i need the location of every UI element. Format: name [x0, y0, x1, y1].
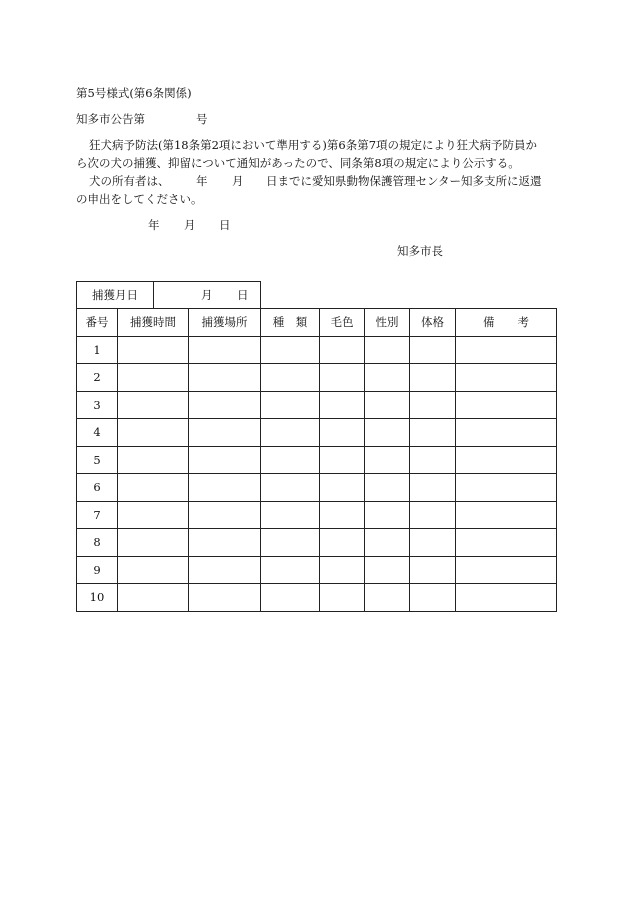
- cell-coat-color: [320, 446, 365, 474]
- cell-sex: [365, 391, 410, 419]
- cell-capture-place: [189, 584, 261, 612]
- cell-capture-time: [118, 529, 189, 557]
- body-paragraph-1-line-2: ら次の犬の捕獲、抑留について通知があったので、同条第8項の規定により公示する。: [76, 156, 520, 170]
- date-year: 年: [148, 218, 160, 232]
- cell-coat-color: [320, 584, 365, 612]
- row-number: 1: [77, 336, 118, 364]
- table-row: [77, 501, 557, 529]
- header-capture-time: 捕獲時間: [118, 309, 189, 337]
- body-paragraph-2-month: 月: [232, 174, 244, 188]
- cell-capture-time: [118, 556, 189, 584]
- capture-date-month: 月: [201, 288, 213, 302]
- cell-capture-place: [189, 391, 261, 419]
- table-header-row: [77, 309, 557, 337]
- header-coat-color: 毛色: [320, 309, 365, 337]
- cell-sex: [365, 446, 410, 474]
- cell-capture-time: [118, 446, 189, 474]
- cell-remarks: [456, 419, 557, 447]
- row-number: 9: [77, 556, 118, 584]
- cell-remarks: [456, 364, 557, 392]
- cell-build: [410, 391, 456, 419]
- header-sex: 性別: [365, 309, 410, 337]
- cell-remarks: [456, 474, 557, 502]
- capture-date-value: [154, 282, 261, 309]
- cell-remarks: [456, 584, 557, 612]
- capture-date-day: 日: [237, 288, 249, 302]
- cell-coat-color: [320, 419, 365, 447]
- header-capture-place: 捕獲場所: [189, 309, 261, 337]
- table-row: [77, 336, 557, 364]
- cell-coat-color: [320, 529, 365, 557]
- cell-build: [410, 584, 456, 612]
- cell-build: [410, 419, 456, 447]
- cell-coat-color: [320, 501, 365, 529]
- table-row: [77, 529, 557, 557]
- cell-capture-place: [189, 474, 261, 502]
- capture-table: [76, 308, 557, 612]
- table-row: [77, 474, 557, 502]
- cell-build: [410, 474, 456, 502]
- cell-build: [410, 529, 456, 557]
- table-row: [77, 584, 557, 612]
- cell-capture-time: [118, 501, 189, 529]
- cell-build: [410, 501, 456, 529]
- cell-capture-time: [118, 391, 189, 419]
- capture-date-label: 捕獲月日: [77, 282, 154, 309]
- cell-breed: [261, 364, 320, 392]
- notice-suffix: 号: [196, 112, 208, 126]
- cell-capture-time: [118, 364, 189, 392]
- cell-breed: [261, 584, 320, 612]
- cell-build: [410, 556, 456, 584]
- cell-capture-time: [118, 419, 189, 447]
- cell-sex: [365, 364, 410, 392]
- row-number: 8: [77, 529, 118, 557]
- row-number: 3: [77, 391, 118, 419]
- cell-breed: [261, 336, 320, 364]
- cell-capture-place: [189, 556, 261, 584]
- cell-remarks: [456, 391, 557, 419]
- cell-sex: [365, 474, 410, 502]
- cell-coat-color: [320, 391, 365, 419]
- cell-capture-place: [189, 336, 261, 364]
- cell-remarks: [456, 336, 557, 364]
- cell-sex: [365, 556, 410, 584]
- cell-remarks: [456, 501, 557, 529]
- cell-sex: [365, 529, 410, 557]
- body-paragraph-2-start: 犬の所有者は、: [89, 174, 170, 188]
- cell-remarks: [456, 529, 557, 557]
- table-row: [77, 364, 557, 392]
- body-paragraph-2-line-2: の申出をしてください。: [76, 192, 203, 206]
- table-row: [77, 391, 557, 419]
- cell-coat-color: [320, 336, 365, 364]
- cell-breed: [261, 391, 320, 419]
- cell-capture-time: [118, 584, 189, 612]
- table-row: [77, 556, 557, 584]
- cell-coat-color: [320, 364, 365, 392]
- signature: 知多市長: [397, 244, 443, 258]
- cell-breed: [261, 419, 320, 447]
- cell-breed: [261, 501, 320, 529]
- cell-build: [410, 336, 456, 364]
- cell-sex: [365, 336, 410, 364]
- cell-capture-time: [118, 336, 189, 364]
- row-number: 5: [77, 446, 118, 474]
- date-day: 日: [219, 218, 231, 232]
- body-paragraph-2-year: 年: [196, 174, 208, 188]
- row-number: 7: [77, 501, 118, 529]
- form-number: 第5号様式(第6条関係): [76, 86, 192, 100]
- cell-coat-color: [320, 556, 365, 584]
- cell-sex: [365, 584, 410, 612]
- table-row: [77, 419, 557, 447]
- cell-build: [410, 364, 456, 392]
- header-number: 番号: [77, 309, 118, 337]
- cell-remarks: [456, 556, 557, 584]
- cell-capture-time: [118, 474, 189, 502]
- row-number: 10: [77, 584, 118, 612]
- capture-date-box: [76, 281, 261, 309]
- body-paragraph-1-line-1: 狂犬病予防法(第18条第2項において準用する)第6条第7項の規定により狂犬病予防員か: [89, 138, 538, 152]
- cell-breed: [261, 446, 320, 474]
- cell-coat-color: [320, 474, 365, 502]
- header-build: 体格: [410, 309, 456, 337]
- header-remarks: 備 考: [456, 309, 557, 337]
- cell-breed: [261, 529, 320, 557]
- row-number: 4: [77, 419, 118, 447]
- row-number: 6: [77, 474, 118, 502]
- cell-breed: [261, 474, 320, 502]
- cell-capture-place: [189, 529, 261, 557]
- cell-capture-place: [189, 419, 261, 447]
- cell-capture-place: [189, 501, 261, 529]
- cell-remarks: [456, 446, 557, 474]
- cell-capture-place: [189, 364, 261, 392]
- notice-prefix: 知多市公告第: [76, 112, 145, 126]
- row-number: 2: [77, 364, 118, 392]
- body-paragraph-2-rest: 日までに愛知県動物保護管理センター知多支所に返還: [266, 174, 542, 188]
- cell-capture-place: [189, 446, 261, 474]
- cell-breed: [261, 556, 320, 584]
- date-month: 月: [184, 218, 196, 232]
- cell-sex: [365, 419, 410, 447]
- cell-build: [410, 446, 456, 474]
- header-breed: 種 類: [261, 309, 320, 337]
- table-row: [77, 446, 557, 474]
- cell-sex: [365, 501, 410, 529]
